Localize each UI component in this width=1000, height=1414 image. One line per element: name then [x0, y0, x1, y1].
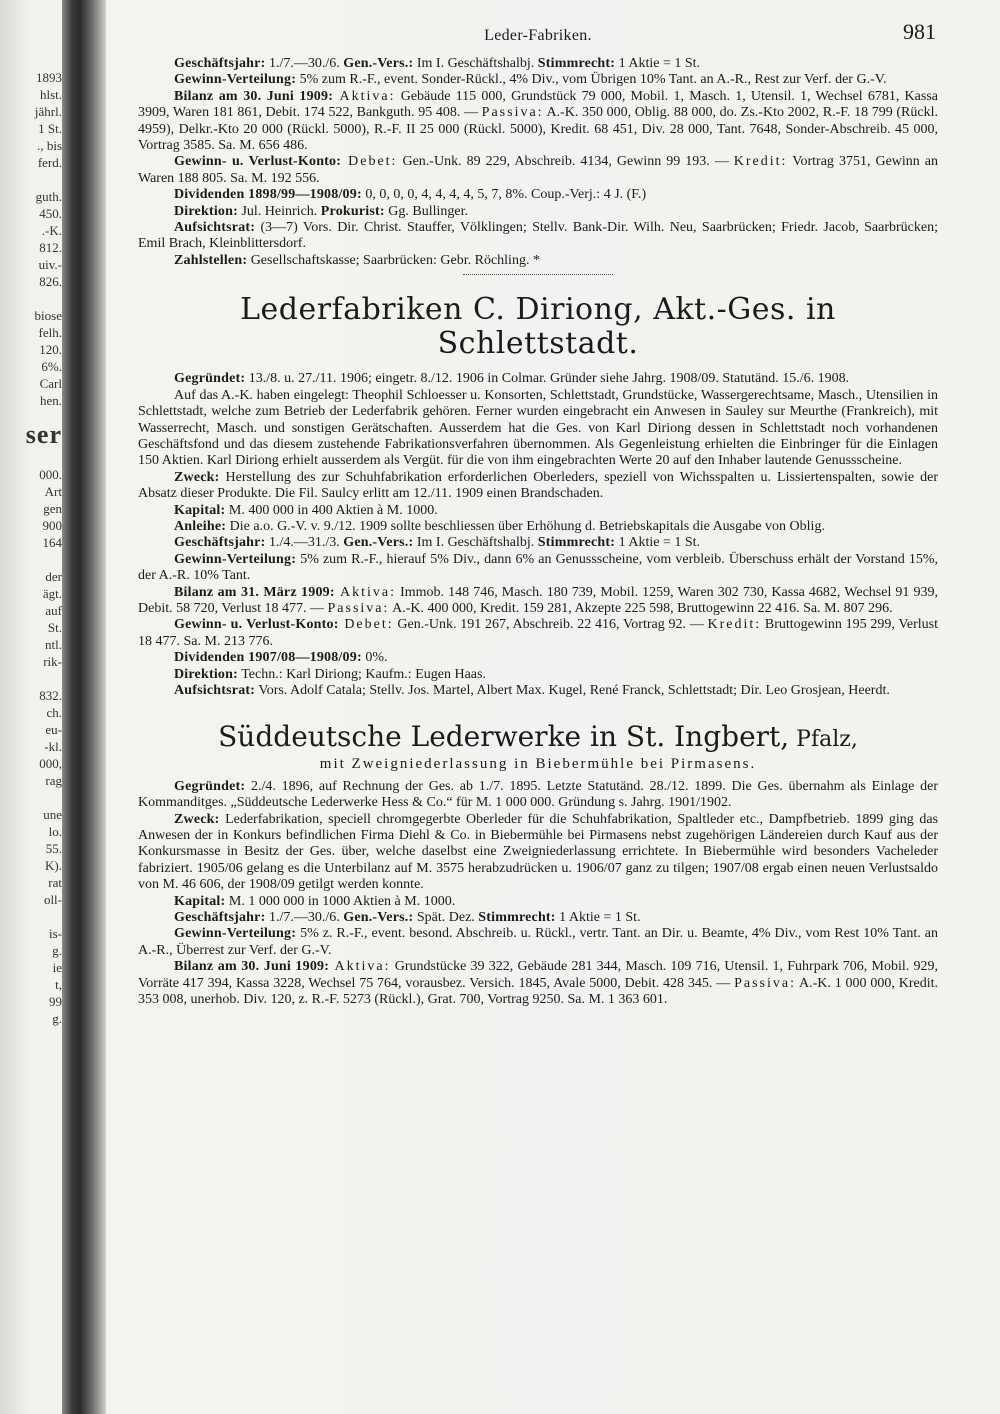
margin-fragment: eu-: [45, 722, 62, 737]
margin-fragment: jährl.: [34, 104, 62, 119]
spaced-label: Kredit:: [733, 154, 788, 170]
field-text: 5% zum R.-F., hierauf 5% Div., dann 6% an Genussscheine, vom verbleib. Überschuss erhält der Vorstand 15%, der A.-R. 10% Tant.: [138, 551, 938, 584]
margin-fragment: 99: [49, 994, 62, 1009]
margin-fragment: 55.: [45, 841, 62, 856]
field-label: Aufsichtsrat:: [174, 220, 256, 236]
entry-paragraph: [138, 779, 938, 812]
field-label: Aufsichtsrat:: [174, 683, 256, 698]
entry-paragraph: [138, 519, 938, 535]
margin-fragment: 120.: [39, 342, 62, 357]
field-label: Prokurist:: [320, 203, 385, 219]
margin-fragment: ser: [25, 420, 62, 449]
page-content: [138, 20, 938, 1410]
field-text: Immob. 148 746, Masch. 180 739, Mobil. 1259, Waren 302 730, Kassa 4682, Wechsel 91 939, Debit. 58 720, Verlust 18 477. —: [138, 584, 938, 616]
margin-fragment: hen.: [39, 393, 62, 408]
field-text: 5% zum R.-F., event. Sonder-Rückl., 4% Div., vom Übrigen 10% Tant. an A.-R., Rest zur Verf. der G.-V.: [296, 72, 887, 88]
entry-paragraph: [138, 959, 938, 1008]
field-label: Gewinn- u. Verlust-Konto:: [174, 617, 339, 633]
entry-paragraph: [138, 617, 938, 650]
entry-paragraph: [138, 650, 938, 666]
field-label: Anleihe:: [174, 518, 227, 534]
field-label: Gen.-Vers.:: [343, 56, 414, 71]
page-number: 981: [903, 19, 936, 44]
margin-fragment: 164: [42, 535, 62, 550]
margin-fragment: 812.: [39, 240, 62, 255]
field-text: Techn.: Karl Diriong; Kaufm.: Eugen Haas.: [237, 666, 486, 682]
field-text: 0, 0, 0, 0, 4, 4, 4, 4, 5, 7, 8%. Coup.-Verj.: 4 J. (F.): [361, 187, 647, 203]
margin-fragment: K).: [45, 858, 62, 873]
margin-fragment: ch.: [46, 705, 62, 720]
field-label: Stimmrecht:: [537, 535, 616, 551]
margin-fragment: auf: [45, 603, 62, 618]
entry-paragraph: [138, 154, 938, 187]
field-text: Im I. Geschäftshalbj.: [413, 535, 538, 551]
page-header: [138, 20, 938, 56]
field-label: Bilanz am 30. Juni 1909:: [174, 959, 330, 975]
margin-fragment: uiv.-: [38, 257, 62, 272]
field-label: Gewinn-Verteilung:: [174, 551, 297, 567]
spaced-label: Passiva:: [734, 975, 796, 991]
spaced-label: Aktiva:: [333, 88, 396, 104]
field-label: Zweck:: [174, 811, 220, 827]
margin-fragment: is-: [49, 926, 62, 941]
spaced-label: Aktiva:: [334, 584, 397, 600]
margin-fragment: 1 St.: [38, 121, 62, 136]
spaced-label: Aktiva:: [329, 959, 391, 975]
field-text: Auf das A.-K. haben eingelegt: Theophil Schloesser u. Konsorten, Schlettstadt, Grundstücke, Wassergerechtsame, Masch., Utensilien in Schlettstadt, welche zum Betrieb der Lederfabrik gehören. Ferner wurden eingebracht ein Anwesen in Sauley sur Meurthe (Frankreich), mit Wasserrecht, Masch. und sonstigen Gerätschaften. Ausserdem hat die Ges. von Karl Diriong dessen in Schlettstadt noch vorhandenen Geschäftsfond und das diesem zustehende Fabrikationsverfahren übernommen. Als Gegenleistung erhielten die Einbringer für die Einlagen 150 Aktien. Karl Diriong erhielt ausserdem als Vergüt. für die von ihm eingebrachten Werte 20 auf den Inhaber lautende Genussscheine.: [138, 387, 938, 469]
field-label: Gen.-Vers.:: [343, 535, 414, 551]
field-label: Direktion:: [174, 666, 238, 682]
section-saarbruecken-entry: [138, 56, 938, 269]
margin-fragment: 826.: [39, 274, 62, 289]
field-label: Gewinn- u. Verlust-Konto:: [174, 154, 342, 170]
field-text: Gen.-Unk. 89 229, Abschreib. 4134, Gewinn 99 193. —: [397, 154, 734, 170]
field-label: Dividenden 1898/99—1908/09:: [174, 187, 362, 203]
margin-fragment: rag: [45, 773, 62, 788]
margin-fragment: oll-: [43, 892, 62, 907]
field-label: Direktion:: [174, 203, 238, 219]
field-text: Vors. Adolf Catala; Stellv. Jos. Martel, Albert Max. Kugel, René Franck, Schlettstadt; Dir. Leo Grosjean, Heerdt.: [255, 683, 890, 698]
margin-fragment: der: [45, 569, 62, 584]
field-label: Zweck:: [174, 469, 220, 485]
entry-paragraph: [138, 535, 938, 551]
running-title: Leder-Fabriken.: [484, 27, 592, 44]
margin-fragment: ntl.: [45, 637, 62, 652]
entry-paragraph: [138, 585, 938, 618]
entry-paragraph: [138, 683, 938, 699]
field-text: 1./7.—30./6.: [265, 56, 344, 71]
margin-fragment: g.: [52, 943, 62, 958]
field-text: A.-K. 350 000, Oblig. 88 000, do. Zs.-Kto 2002, R.-F. 18 799 (Rückl. 4959), Delkr.-Kto 20 000 (Rückl. 5000), R.-F. II 25 000 (Rückl. 5000), Kredit. 68 451, Div. 28 000, Tant. 7648, Sonder-Abschreib. 45 000, Vortrag 3585. Sa. M. 656 486.: [138, 105, 938, 154]
margin-fragment: t,: [55, 977, 62, 992]
entry-paragraph: [138, 72, 938, 88]
entry-paragraph: [138, 470, 938, 503]
entry-paragraph: [138, 910, 938, 926]
company-subtitle: mit Zweigniederlassung in Biebermühle bei Pirmasens.: [319, 756, 757, 773]
entry-paragraph: [138, 187, 938, 203]
field-label: Geschäftsjahr:: [174, 910, 266, 926]
entry-paragraph: [138, 667, 938, 683]
field-text: Gen.-Unk. 191 267, Abschreib. 22 416, Vortrag 92. —: [393, 617, 708, 633]
entry-paragraph: [138, 926, 938, 959]
field-text: 2./4. 1896, auf Rechnung der Ges. ab 1./7. 1895. Letzte Statutänd. 28./12. 1899. Die Ges. übernahm als Einlage der Kommanditges. „Süddeutsche Lederwerke Hess & Co.“ für M. 1 000 000. Gründung s. Jahrg. 1901/1902.: [138, 778, 938, 811]
field-text: Bruttogewinn 195 299, Verlust 18 477. Sa. M. 213 776.: [138, 617, 939, 649]
company-title-sueddeutsche: [138, 721, 938, 756]
field-text: (3—7) Vors. Dir. Christ. Stauffer, Völklingen; Stellv. Bank-Dir. Wilh. Neu, Saarbrücken; Friedr. Jacob, Saarbrücken; Emil Brach, Kleinblittersdorf.: [138, 220, 938, 252]
field-label: Gewinn-Verteilung:: [174, 926, 297, 942]
field-text: 13./8. u. 27./11. 1906; eingetr. 8./12. 1906 in Colmar. Gründer siehe Jahrg. 1908/09. Statutänd. 15./6. 1908.: [245, 371, 850, 387]
margin-fragment: biose: [34, 308, 62, 323]
field-label: Gegründet:: [174, 778, 246, 794]
margin-fragment: 000,: [39, 756, 62, 771]
entry-paragraph: [138, 552, 938, 585]
field-label: Zahlstellen:: [174, 252, 248, 268]
entry-paragraph: [138, 220, 938, 253]
spaced-label: Passiva:: [327, 600, 390, 616]
margin-fragment: .-K.: [41, 223, 62, 238]
entry-paragraph: [138, 89, 938, 155]
field-text: Jul. Heinrich.: [237, 203, 321, 219]
company-title-suffix: Pfalz,: [789, 727, 858, 753]
margin-fragment: lo.: [48, 824, 62, 839]
company-title-diriong: Lederfabriken C. Diriong, Akt.-Ges. in Schlettstadt.: [240, 292, 836, 362]
field-label: Gewinn-Verteilung:: [174, 72, 297, 88]
field-text: Gg. Bullinger.: [384, 203, 468, 219]
section-diriong-entry: [138, 371, 938, 699]
field-label: Dividenden 1907/08—1908/09:: [174, 650, 362, 666]
spaced-label: Debet:: [338, 617, 394, 633]
field-text: Im I. Geschäftshalbj.: [413, 56, 538, 71]
margin-fragment: gen: [43, 501, 62, 516]
field-text: Grundstücke 39 322, Gebäude 281 344, Masch. 109 716, Utensil. 1, Fuhrpark 706, Mobil. 929, Vorräte 417 394, Kassa 3228, Wechsel 75 764, vorausbez. Versich. 1845, Avale 5000, Debit. 428 345. —: [138, 959, 938, 991]
field-label: Kapital:: [174, 893, 226, 909]
field-text: A.-K. 400 000, Kredit. 159 281, Akzepte 225 598, Bruttogewinn 22 416. Sa. M. 807 296.: [389, 600, 893, 616]
margin-fragment: guth.: [35, 189, 62, 204]
entry-paragraph: [138, 56, 938, 72]
field-label: Kapital:: [174, 502, 226, 518]
field-text: Vortrag 3751, Gewinn an Waren 188 805. Sa. M. 192 556.: [138, 154, 939, 186]
field-label: Stimmrecht:: [537, 56, 616, 71]
spaced-label: Debet:: [341, 154, 398, 170]
margin-fragment: Art: [44, 484, 62, 499]
field-text: 1./4.—31./3.: [265, 535, 344, 551]
field-text: 1 Aktie = 1 St.: [615, 56, 701, 71]
section-divider: [463, 274, 613, 275]
margin-fragment: ägt.: [42, 586, 62, 601]
field-text: 5% z. R.-F., event. besond. Abschreib. u. Rückl., vertr. Tant. an Dir. u. Beamte, 4% Div., vom Rest 10% Tant. an A.-R., Überrest zur Verf. der G.-V.: [138, 926, 938, 958]
margin-fragment: ie: [52, 960, 62, 975]
field-text: 1 Aktie = 1 St.: [615, 535, 701, 551]
field-text: M. 400 000 in 400 Aktien à M. 1000.: [225, 502, 438, 518]
margin-fragment: une: [43, 807, 62, 822]
margin-fragment: rik-: [43, 654, 62, 669]
section-sueddeutsche-entry: [138, 779, 938, 1009]
field-label: Bilanz am 30. Juni 1909:: [174, 88, 334, 104]
margin-fragment: St.: [47, 620, 62, 635]
field-label: Geschäftsjahr:: [174, 535, 266, 551]
entry-paragraph: [138, 204, 938, 220]
margin-fragment: 832.: [39, 688, 62, 703]
field-text: Gesellschaftskasse; Saarbrücken: Gebr. Röchling. *: [247, 252, 540, 268]
entry-paragraph: [138, 503, 938, 519]
field-label: Stimmrecht:: [478, 910, 556, 926]
field-label: Geschäftsjahr:: [174, 56, 266, 71]
field-label: Gegründet:: [174, 371, 246, 387]
margin-fragment: -kl.: [44, 739, 62, 754]
margin-fragment: 000.: [39, 467, 62, 482]
field-label: Gen.-Vers.:: [343, 910, 414, 926]
margin-fragment: 450.: [39, 206, 62, 221]
entry-paragraph: [138, 371, 938, 387]
margin-fragment: felh.: [38, 325, 62, 340]
field-text: Lederfabrikation, speciell chromgegerbte Oberleder für die Schuhfabrikation, Spaltleder etc., Dampfbetrieb. 1899 ging das Anwesen der in Konkurs befindlichen Firma Diehl & Co. in Biebermühle bei Pirmasens nebst zugehörigen Ländereien durch Kauf aus der Konkursmasse in Besitz der Ges. über, welche daselbst eine Zweigniederlassung errichtete. In Biebermühle wird besonders Vacheleder fabriziert. 1905/06 gelang es die Unterbilanz auf M. 3575 herabzudrücken u. 1906/07 ganz zu tilgen; 1907/08 ergab einen neuen Verlustsaldo von M. 46 606, der 1908/09 getilgt werden konnte.: [138, 811, 938, 893]
margin-fragment: rat: [48, 875, 62, 890]
field-text: 0%.: [361, 650, 388, 666]
margin-fragment: Carl: [39, 376, 62, 391]
field-text: Herstellung des zur Schuhfabrikation erforderlichen Oberleders, speziell von Wichsspalten u. Lissiertenspalten, sowie der Absatz dieser Produkte. Die Fil. Saulcy erlitt am 12./11. 1909 einen Brandschaden.: [138, 469, 938, 502]
entry-paragraph: [138, 894, 938, 910]
margin-fragment: ., bis: [37, 138, 62, 153]
field-text: Die a.o. G.-V. v. 9./12. 1909 sollte beschliessen über Erhöhung d. Betriebskapitals die Ausgabe von Oblig.: [226, 518, 825, 534]
field-label: Bilanz am 31. März 1909:: [174, 584, 335, 600]
margin-fragment: hlst.: [39, 87, 62, 102]
margin-fragment: 900: [42, 518, 62, 533]
entry-paragraph: [138, 388, 938, 470]
entry-paragraph: [138, 812, 938, 894]
adjacent-page-fragment: [0, 60, 64, 1400]
field-text: A.-K. 1 000 000, Kredit. 353 008, unerhob. Div. 120, z. R.-F. 5273 (Rückl.), Grat. 700, Vortrag 9250. Sa. M. 1 363 601.: [138, 975, 938, 1008]
margin-fragment: 1893: [36, 70, 62, 85]
margin-fragment: g.: [52, 1011, 62, 1026]
field-text: 1./7.—30./6.: [265, 910, 344, 926]
company-title-main: Süddeutsche Lederwerke in St. Ingbert,: [218, 720, 790, 754]
field-text: M. 1 000 000 in 1000 Aktien à M. 1000.: [225, 893, 456, 909]
book-gutter: [62, 0, 106, 1414]
field-text: Spät. Dez.: [413, 910, 479, 926]
entry-paragraph: [138, 253, 938, 269]
spaced-label: Passiva:: [481, 105, 544, 121]
field-text: 1 Aktie = 1 St.: [555, 910, 641, 926]
margin-fragment: ferd.: [37, 155, 62, 170]
margin-fragment: 6%.: [41, 359, 62, 374]
spaced-label: Kredit:: [707, 617, 762, 633]
field-text: Gebäude 115 000, Grundstück 79 000, Mobil. 1, Masch. 1, Utensil. 1, Wechsel 6781, Kassa 3909, Waren 181 861, Debit. 174 522, Bankguth. 95 408. —: [138, 88, 938, 121]
